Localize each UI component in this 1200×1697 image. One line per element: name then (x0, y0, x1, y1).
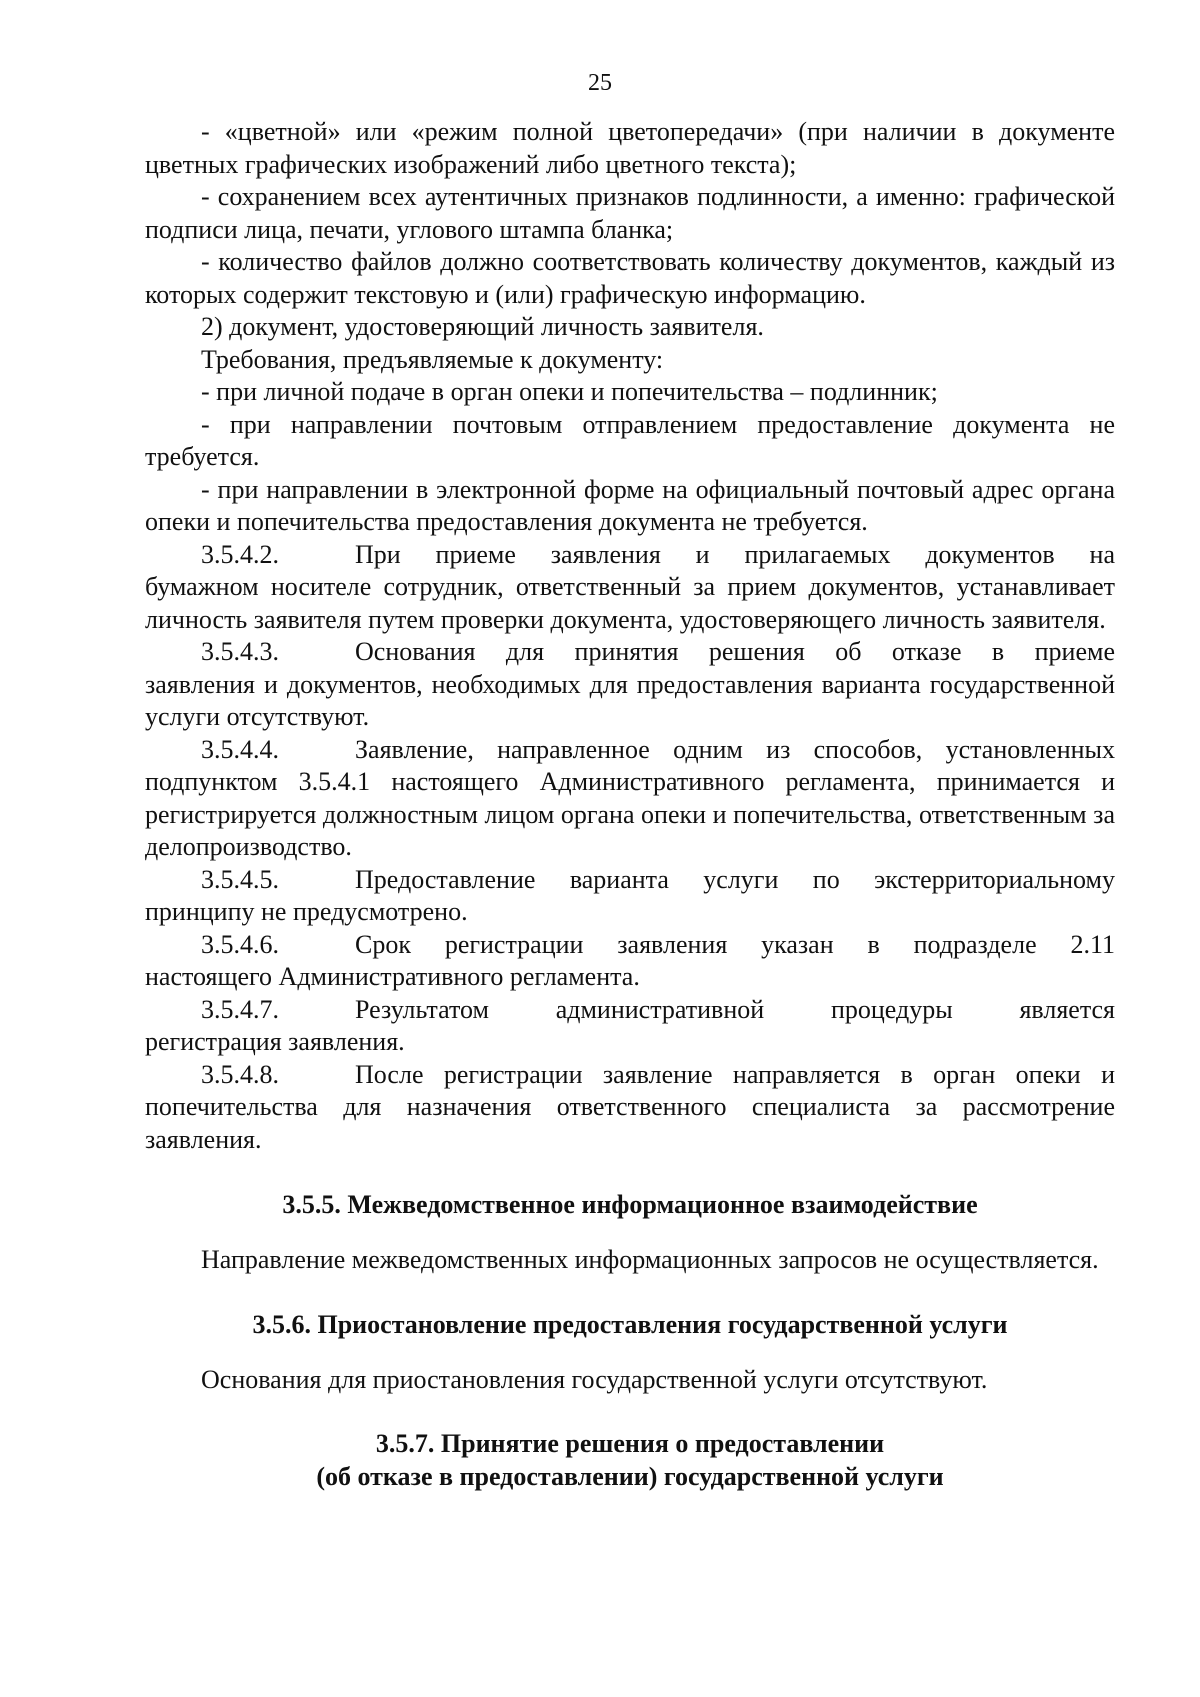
item-first-line: После регистрации заявление направляется в орган опеки и (355, 1059, 1115, 1089)
section-text-3-5-5: Направление межведомственных информационных запросов не осуществляется. (201, 1244, 1099, 1274)
item-number: 3.5.4.2. (201, 539, 279, 569)
section-heading-3-5-6: 3.5.6. Приостановление предоставления государственной услуги (252, 1310, 1008, 1339)
section-heading-3-5-5: 3.5.5. Межведомственное информационное взаимодействие (282, 1190, 978, 1219)
item-first-line: Основания для принятия решения об отказе в приеме (355, 637, 1115, 666)
item-number: 3.5.4.7. (201, 994, 279, 1024)
item-rest: принципу не предусмотрено. (145, 897, 468, 926)
item-first-line: Результатом административной процедуры является (355, 994, 1115, 1024)
item-rest: настоящего Административного регламента. (145, 962, 640, 991)
item-number: 3.5.4.6. (201, 929, 279, 959)
paragraph: - при направлении в электронной форме на официальный почтовый адрес органа опеки и попечительства предоставления документа не требуется. (145, 474, 1115, 536)
paragraph: - количество файлов должно соответствовать количеству документов, каждый из которых содержит текстовую и (или) графическую информацию. (145, 247, 1115, 309)
page-number: 25 (588, 70, 612, 96)
item-first-line: Срок регистрации заявления указан в подразделе 2.11 (355, 929, 1115, 959)
paragraph: - сохранением всех аутентичных признаков подлинности, а именно: графической подписи лица, печати, углового штампа бланка; (145, 182, 1115, 244)
section-text-3-5-6: Основания для приостановления государственной услуги отсутствуют. (201, 1364, 988, 1394)
paragraph: - «цветной» или «режим полной цветопередачи» (при наличии в документе цветных графических изображений либо цветного текста); (145, 117, 1115, 179)
section-heading-line: (об отказе в предоставлении) государственной услуги (316, 1461, 944, 1491)
paragraph: - при направлении почтовым отправлением предоставление документа не требуется. (145, 409, 1115, 471)
paragraph: Требования, предъявляемые к документу: (201, 344, 664, 374)
item-rest: бумажном носителе сотрудник, ответственный за прием документов, устанавливает личность заявителя путем проверки документа, удостоверяющего личность заявителя. (145, 572, 1115, 634)
numbered-item-3-5-4-3 (145, 636, 1115, 734)
paragraph: 2) документ, удостоверяющий личность заявителя. (201, 312, 764, 341)
item-number: 3.5.4.5. (201, 864, 279, 894)
numbered-item-3-5-4-6 (145, 929, 1115, 994)
item-rest: заявления и документов, необходимых для предоставления варианта государственной услуги отсутствуют. (145, 669, 1115, 731)
item-rest: регистрация заявления. (145, 1027, 405, 1056)
page-content (145, 116, 1115, 1493)
section-heading-line: 3.5.7. Принятие решения о предоставлении (375, 1429, 885, 1458)
item-first-line: Предоставление варианта услуги по экстерриториальному (355, 864, 1115, 894)
numbered-item-3-5-4-5 (145, 864, 1115, 929)
numbered-item-3-5-4-2 (145, 539, 1115, 637)
item-rest: подпунктом 3.5.4.1 настоящего Административного регламента, принимается и регистрируется должностным лицом органа опеки и попечительства, ответственным за делопроизводство. (145, 767, 1115, 861)
item-first-line: Заявление, направленное одним из способов, установленных (355, 734, 1115, 764)
item-number: 3.5.4.4. (201, 734, 279, 764)
item-number: 3.5.4.8. (201, 1059, 279, 1089)
section-heading-3-5-7 (145, 1428, 1115, 1493)
numbered-item-3-5-4-4 (145, 734, 1115, 864)
paragraph: - при личной подаче в орган опеки и попечительства – подлинник; (201, 377, 938, 406)
item-first-line: При приеме заявления и прилагаемых документов на (355, 539, 1115, 569)
item-rest: попечительства для назначения ответственного специалиста за рассмотрение заявления. (145, 1092, 1115, 1154)
item-number: 3.5.4.3. (201, 637, 279, 666)
numbered-item-3-5-4-7 (145, 994, 1115, 1059)
numbered-item-3-5-4-8 (145, 1059, 1115, 1157)
